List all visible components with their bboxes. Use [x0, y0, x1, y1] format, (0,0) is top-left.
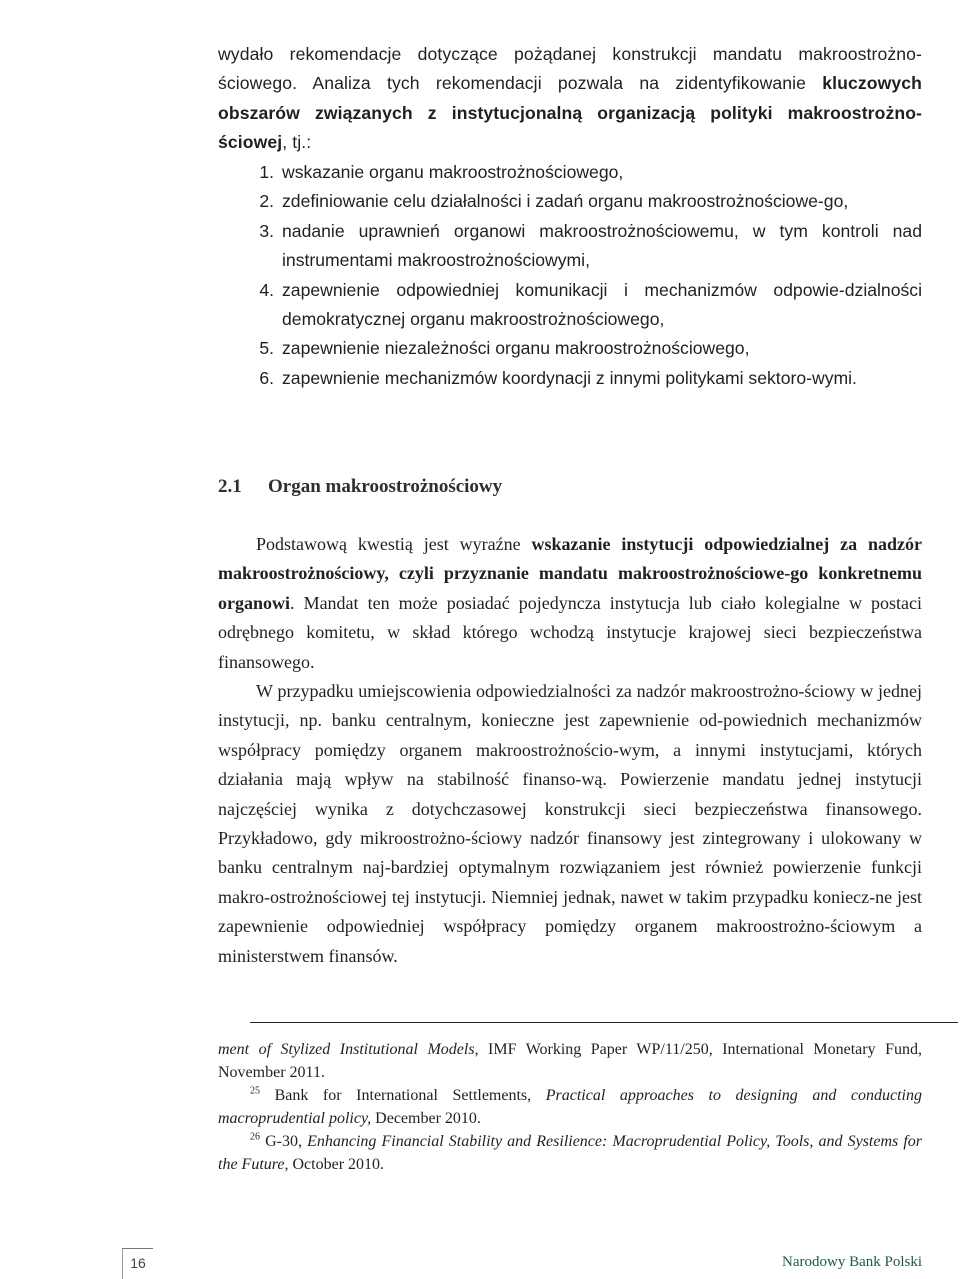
list-item-number: 1. [259, 162, 274, 182]
section-title: Organ makroostrożnościowy [268, 476, 503, 497]
footnote-text: G-30, [260, 1133, 308, 1150]
list-item [259, 187, 922, 216]
footnote-text: , IMF Working Paper WP/11/250, International Monetary Fund, November 2011. [218, 1041, 922, 1081]
list-item-text: zapewnienie mechanizmów koordynacji z innymi politykami sektoro-wymi. [282, 367, 857, 388]
list-item [259, 217, 922, 276]
section-number: 2.1 [218, 476, 242, 497]
list-item-number: 5. [259, 338, 274, 359]
list-item-text: zapewnienie odpowiedniej komunikacji i mechanizmów odpowie-dzialności demokratycznej organu makroostrożnościowego, [282, 279, 922, 330]
footnote-26 [218, 1130, 922, 1176]
footnote-mark: 25 [250, 1085, 260, 1097]
publisher-name: Narodowy Bank Polski [782, 1254, 922, 1270]
list-item [259, 158, 922, 187]
recommendation-list [259, 158, 922, 393]
section-heading [218, 476, 922, 498]
list-item-number: 3. [259, 220, 274, 241]
list-item-text: nadanie uprawnień organowi makroostrożnościowemu, w tym kontroli nad instrumentami makroostrożnościowymi, [282, 220, 922, 271]
footnote-mark: 26 [250, 1131, 260, 1143]
footnote-24 [218, 1038, 922, 1084]
footnote-text: Bank for International Settlements, [260, 1087, 546, 1104]
footnotes [218, 1038, 922, 1176]
para1-start: Podstawową kwestią jest wyraźne [256, 534, 532, 554]
intro-paragraph [218, 40, 922, 158]
intro-text: wydało rekomendacje dotyczące pożądanej konstrukcji mandatu makroostrożno-ściowego. Analiza tych rekomendacji pozwala na zidentyfikowanie [218, 44, 922, 94]
footnote-divider [250, 1022, 958, 1023]
body-paragraph [218, 530, 922, 677]
list-item [259, 334, 922, 363]
intro-text-end: , tj.: [282, 132, 312, 153]
section-body [218, 530, 922, 971]
footnote-italic: Practical approaches to designing and conducting macroprudential policy, [218, 1087, 923, 1127]
footnote-text: October 2010. [288, 1156, 385, 1173]
list-item-text: zapewnienie niezależności organu makroostrożnościowego, [282, 338, 750, 359]
page-number: 16 [122, 1248, 153, 1279]
intro-bold-text: kluczowych obszarów związanych z instytucjonalną organizacją polityki makroostrożno-ściowej [218, 73, 922, 153]
body-paragraph: W przypadku umiejscowienia odpowiedzialności za nadzór makroostrożno-ściowy w jednej instytucji, np. banku centralnym, konieczne jest zapewnienie od-powiednich mechanizmów współpracy pomiędzy organem makroostrożnościo-wym, a innymi instytucjami, których działania mają wpływ na stabilność finanso-wą. Powierzenie mandatu jednej instytucji najczęściej wynika z dotychczasowej konstrukcji sieci bezpieczeństwa finansowego. Przykładowo, gdy mikroostrożno-ściowy nadzór finansowy jest zintegrowany i ulokowany w banku centralnym naj-bardziej optymalnym rozwiązaniem jest również powierzenie funkcji makro-ostrożnościowej tej instytucji. Niemniej jednak, nawet w takim przypadku koniecz-ne jest zapewnienie odpowiedniej współpracy pomiędzy organem makroostrożno-ściowym a ministerstwem finansów. [218, 681, 922, 966]
footnote-text: December 2010. [371, 1110, 481, 1127]
para1-bold: wskazanie instytucji odpowiedzialnej za nadzór makroostrożnościowy, czyli przyznanie mandatu makroostrożnościowe-go konkretnemu organowi [218, 534, 922, 613]
footnote-25 [218, 1084, 922, 1130]
list-item [259, 364, 922, 393]
para1-end: . Mandat ten może posiadać pojedyncza instytucja lub ciało kolegialne w postaci odrębnego komitetu, w skład którego wchodzą instytucje krajowej sieci bezpieczeństwa finansowego. [218, 592, 922, 672]
list-item [259, 276, 922, 335]
list-item-number: 6. [259, 367, 274, 388]
footnote-italic: ment of Stylized Institutional Models [218, 1041, 475, 1058]
list-item-text: wskazanie organu makroostrożnościowego, [282, 162, 624, 182]
list-item-number: 2. [259, 191, 274, 212]
list-item-number: 4. [259, 279, 274, 300]
footnote-italic: Enhancing Financial Stability and Resilience: Macroprudential Policy, Tools, and Systems for the Future, [218, 1133, 922, 1173]
list-item-text: zdefiniowanie celu działalności i zadań organu makroostrożnościowe-go, [282, 191, 849, 212]
